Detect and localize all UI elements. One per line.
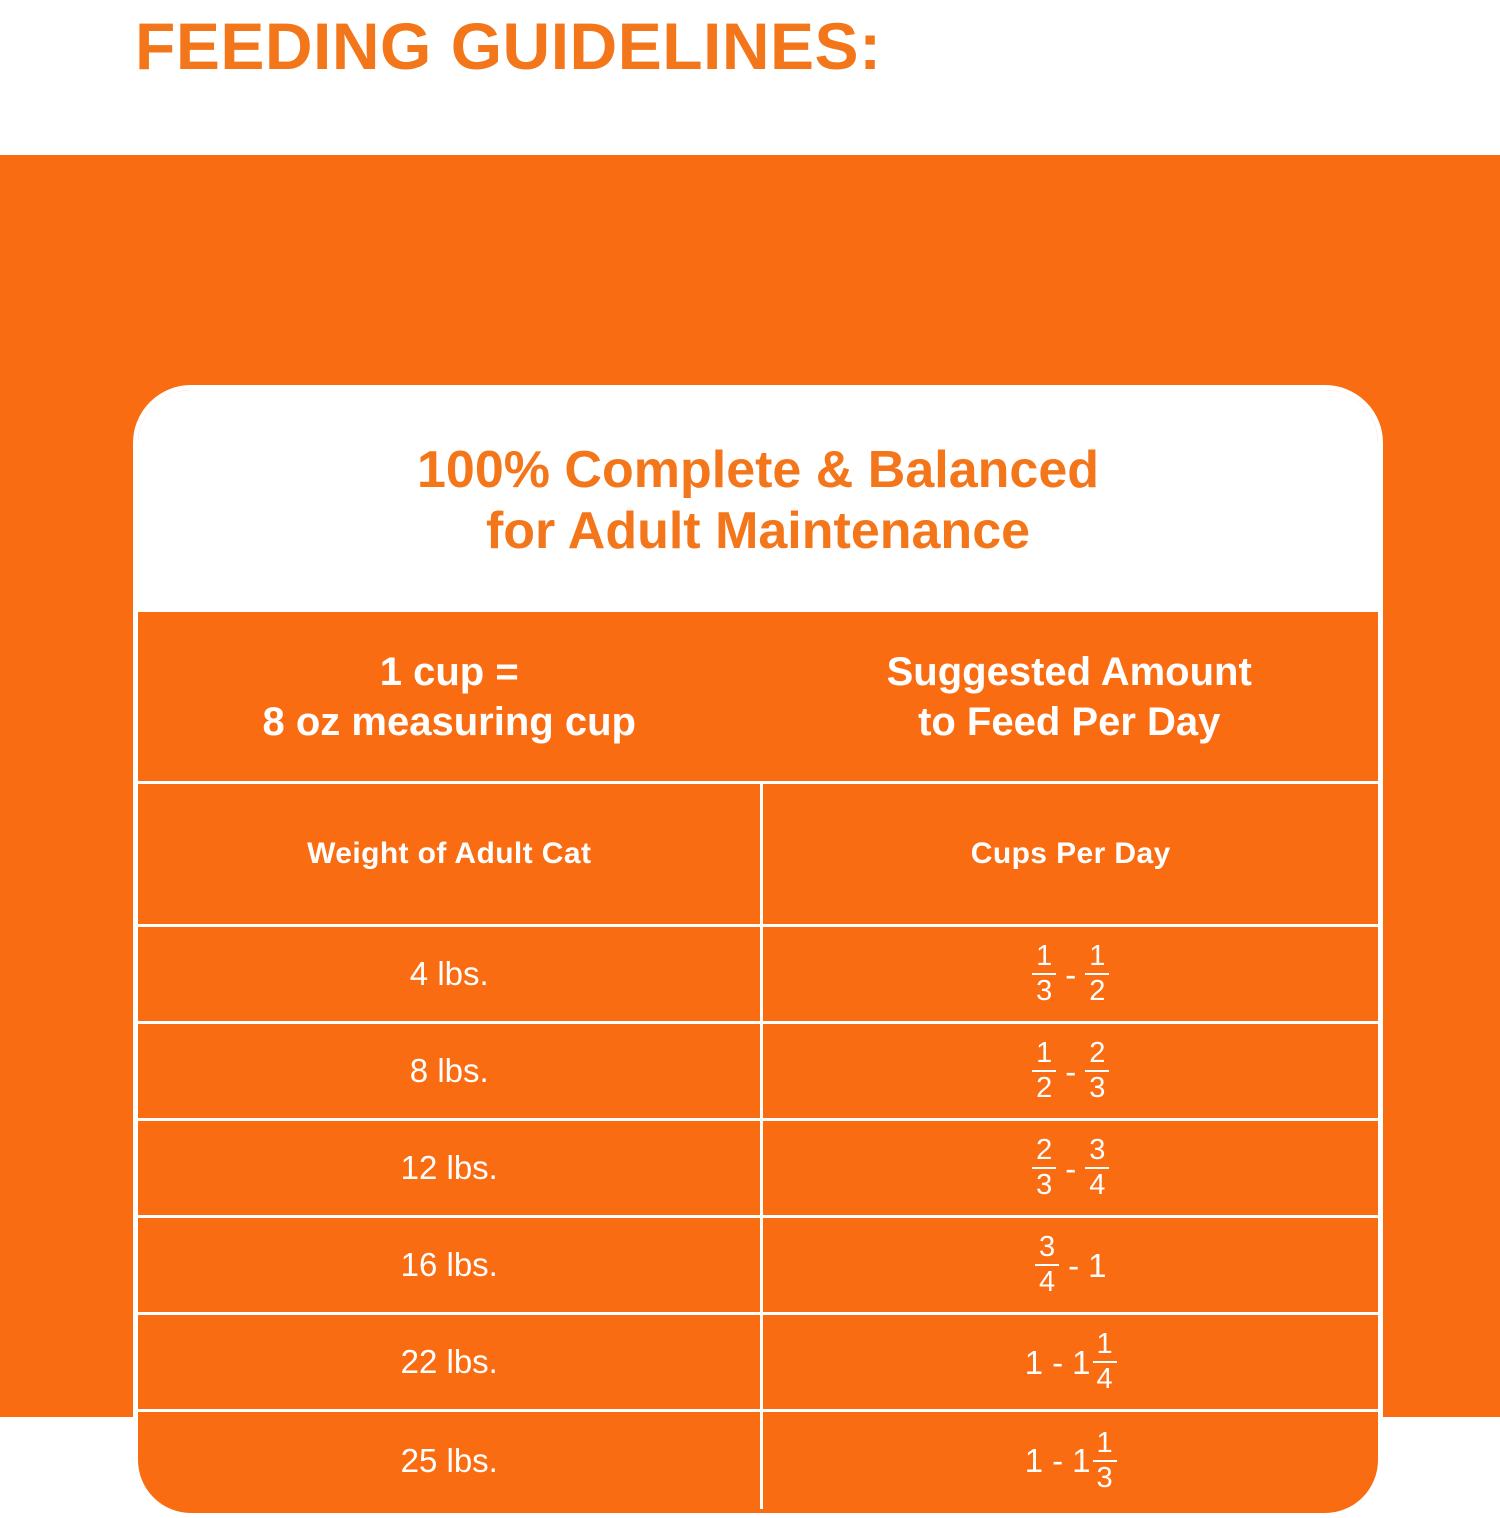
page-title: FEEDING GUIDELINES: <box>135 9 882 83</box>
cell-weight: 8 lbs. <box>409 1052 489 1089</box>
cell-weight: 16 lbs. <box>400 1246 498 1283</box>
cell-cups <box>760 1121 1378 1215</box>
fraction-low: $\frac{1}{3}$ <box>1032 942 1056 1006</box>
banner-amount-line-1: Suggested Amount <box>886 649 1252 694</box>
range-separator: - <box>1065 1052 1077 1090</box>
whole-low: 1 <box>1024 1442 1044 1479</box>
banner-cup-line-1: 1 cup = <box>379 649 519 694</box>
table-row <box>138 1121 1378 1218</box>
range-separator: - <box>1052 1343 1064 1381</box>
card-heading <box>138 390 1378 612</box>
amount-range <box>1035 1233 1107 1297</box>
whole-high: 1 <box>1072 1343 1091 1381</box>
table-row <box>138 927 1378 1024</box>
fraction-low: $\frac{2}{3}$ <box>1032 1136 1056 1200</box>
column-header-cups: Cups Per Day <box>760 784 1378 924</box>
card-heading-line-1: 100% Complete & Balanced <box>416 440 1100 499</box>
fraction-high: $\frac{1}{4}$ <box>1093 1330 1117 1394</box>
amount-range <box>1025 1330 1117 1394</box>
whole-high: 1 <box>1072 1442 1091 1479</box>
table-row <box>138 1218 1378 1315</box>
table-banner-row <box>138 612 1378 784</box>
range-separator: - <box>1065 955 1077 993</box>
feeding-table <box>138 612 1378 1513</box>
column-header-weight: Weight of Adult Cat <box>307 837 592 870</box>
fraction-low: $\frac{1}{2}$ <box>1032 1039 1056 1103</box>
banner-cell-amount <box>760 612 1378 781</box>
banner-cell-cup <box>138 612 760 781</box>
cell-weight: 25 lbs. <box>400 1441 498 1479</box>
table-header-row <box>138 784 1378 927</box>
cell-weight: 22 lbs. <box>400 1343 498 1380</box>
range-separator: - <box>1052 1442 1064 1479</box>
mixed-number-high <box>1072 1426 1117 1494</box>
cell-cups <box>760 1024 1378 1118</box>
whole-low: 1 <box>1024 1343 1044 1381</box>
mixed-number-high <box>1072 1330 1117 1394</box>
amount-range <box>1024 1426 1117 1494</box>
fraction-high: $\frac{2}{3}$ <box>1085 1039 1109 1103</box>
table-row <box>138 1315 1378 1412</box>
cell-cups <box>760 1412 1378 1509</box>
table-row <box>138 1412 1378 1509</box>
banner-cup-line-2: 8 oz measuring cup <box>262 699 636 744</box>
feeding-card <box>133 385 1383 1518</box>
cell-cups <box>760 1315 1378 1409</box>
cell-weight: 4 lbs. <box>409 955 489 992</box>
fraction-high: $\frac{3}{4}$ <box>1085 1136 1109 1200</box>
cell-cups <box>760 1218 1378 1312</box>
amount-range <box>1032 1136 1109 1200</box>
amount-range <box>1032 1039 1109 1103</box>
table-row <box>138 1024 1378 1121</box>
cell-weight: 12 lbs. <box>400 1149 498 1186</box>
cell-cups <box>760 927 1378 1021</box>
range-separator: - <box>1065 1149 1077 1187</box>
orange-panel <box>0 155 1500 1494</box>
whole-high: 1 <box>1088 1246 1107 1284</box>
range-separator: - <box>1068 1246 1080 1284</box>
card-heading-line-2: for Adult Maintenance <box>485 502 1031 560</box>
amount-range <box>1032 942 1109 1006</box>
fraction-high: $\frac{1}{2}$ <box>1085 942 1109 1006</box>
fraction-low: $\frac{3}{4}$ <box>1035 1233 1059 1297</box>
fraction-high: $\frac{1}{3}$ <box>1093 1429 1117 1493</box>
banner-amount-line-2: to Feed Per Day <box>918 699 1221 744</box>
title-band <box>0 0 1500 155</box>
